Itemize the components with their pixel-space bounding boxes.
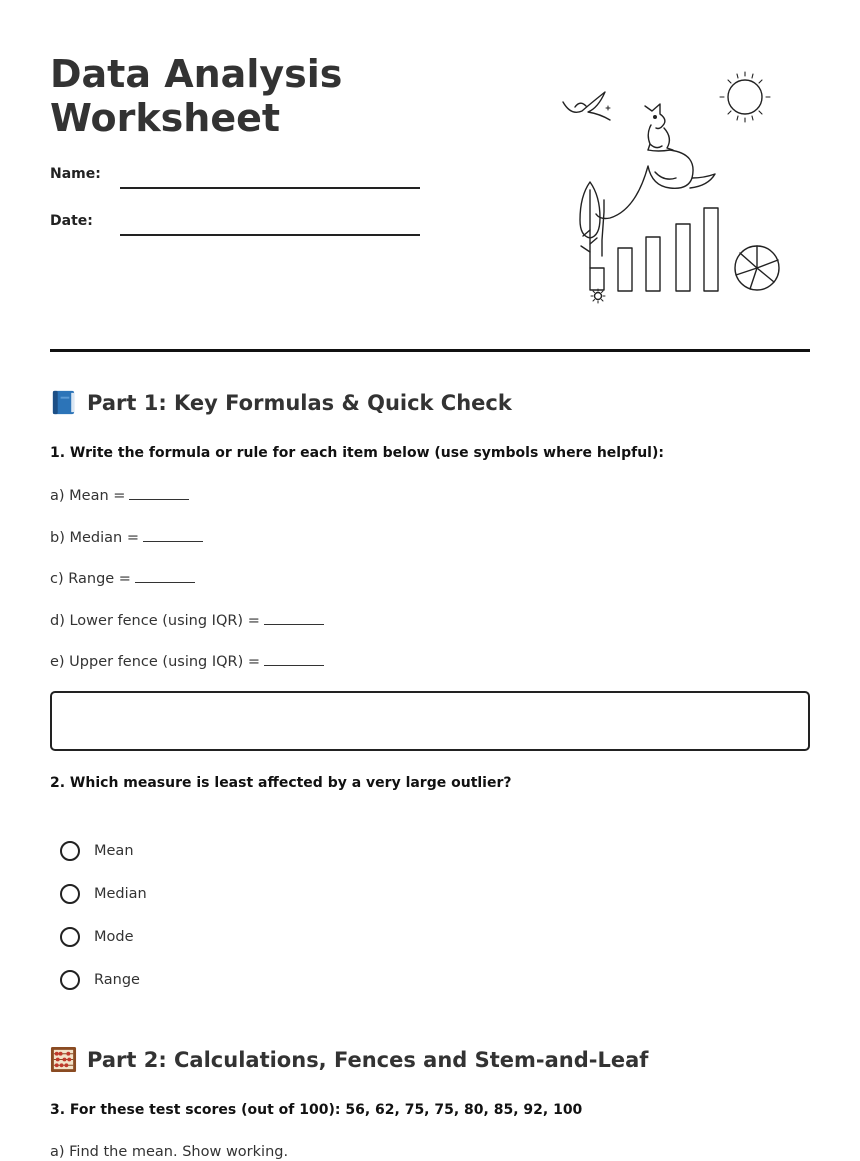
formula-label: a) Mean = — [50, 488, 126, 504]
formula-item-lower-fence — [50, 612, 324, 629]
answer-box[interactable] — [50, 691, 810, 751]
option-label: Mean — [94, 843, 134, 859]
abacus-icon — [50, 1046, 77, 1073]
formula-item-mean — [50, 487, 189, 504]
kangaroo-chart-illustration — [555, 60, 790, 310]
radio-button[interactable] — [60, 841, 80, 861]
radio-button[interactable] — [60, 970, 80, 990]
formula-blank[interactable] — [264, 612, 324, 625]
formula-blank[interactable] — [129, 487, 189, 500]
date-label: Date: — [50, 213, 93, 229]
radio-button[interactable] — [60, 927, 80, 947]
formula-label: c) Range = — [50, 571, 131, 587]
question-2: 2. Which measure is least affected by a very large outlier? — [50, 775, 512, 791]
part2-title: Part 2: Calculations, Fences and Stem-and-Leaf — [87, 1047, 649, 1072]
option-mode[interactable] — [60, 927, 134, 947]
formula-label: e) Upper fence (using IQR) = — [50, 654, 261, 670]
blue-book-icon — [50, 389, 77, 416]
part1-heading — [50, 389, 512, 416]
part1-title: Part 1: Key Formulas & Quick Check — [87, 390, 512, 415]
option-label: Range — [94, 972, 140, 988]
title-line-2: Worksheet — [50, 96, 281, 140]
name-label: Name: — [50, 166, 101, 182]
title-line-1: Data Analysis — [50, 52, 343, 96]
formula-item-upper-fence — [50, 653, 324, 670]
formula-blank[interactable] — [135, 570, 195, 583]
option-range[interactable] — [60, 970, 140, 990]
header-divider — [50, 349, 810, 352]
radio-button[interactable] — [60, 884, 80, 904]
option-median[interactable] — [60, 884, 147, 904]
question-1: 1. Write the formula or rule for each item below (use symbols where helpful): — [50, 445, 664, 461]
option-label: Mode — [94, 929, 134, 945]
part2-heading — [50, 1046, 648, 1073]
formula-item-median — [50, 529, 203, 546]
question-3: 3. For these test scores (out of 100): 56, 62, 75, 75, 80, 85, 92, 100 — [50, 1102, 583, 1118]
name-field[interactable] — [120, 187, 420, 189]
formula-item-range — [50, 570, 195, 587]
formula-label: d) Lower fence (using IQR) = — [50, 613, 260, 629]
option-mean[interactable] — [60, 841, 134, 861]
worksheet-title — [50, 52, 342, 140]
formula-blank[interactable] — [143, 529, 203, 542]
formula-blank[interactable] — [264, 653, 324, 666]
option-label: Median — [94, 886, 147, 902]
formula-label: b) Median = — [50, 530, 139, 546]
question-3a: a) Find the mean. Show working. — [50, 1144, 289, 1160]
date-field[interactable] — [120, 234, 420, 236]
